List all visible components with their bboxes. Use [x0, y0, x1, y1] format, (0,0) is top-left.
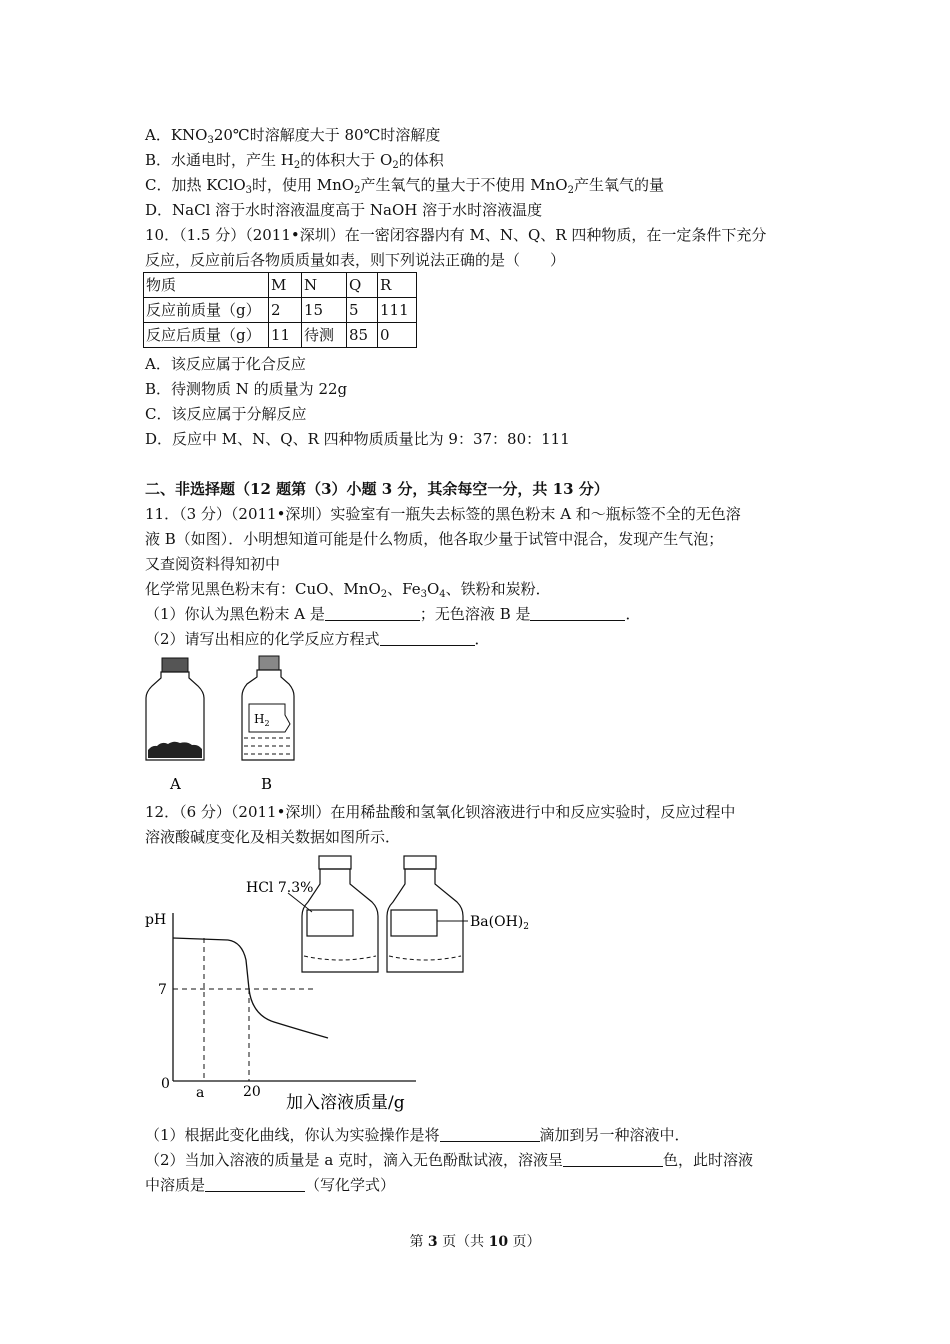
q11-stem-line4: 化学常见黑色粉末有：CuO、MnO$_2$、$Fe_3O_4$、铁粉和炭粉．: [145, 580, 551, 600]
page-footer: 第 3 页（共 10 页）: [409, 1234, 541, 1250]
x-tick-a: a: [196, 1085, 205, 1101]
table-header-cell: R: [378, 273, 417, 298]
x-axis-label: 加入溶液质量/g: [286, 1093, 405, 1113]
q10-option-b: B．待测物质 N 的质量为 22g: [145, 380, 348, 398]
answer-blank[interactable]: [563, 1151, 663, 1167]
q9-option-a: A．$KNO_320℃$时溶解度大于 80℃时溶解度: [145, 126, 441, 146]
table-header-cell: Q: [347, 273, 378, 298]
q11-stem-line2: 液 B（如图）．小明想知道可能是什么物质，他各取少量于试管中混合，发现产生气泡；: [145, 530, 724, 548]
table-cell: 11: [269, 323, 302, 348]
q12-ph-figure: [140, 850, 560, 1115]
q10-stem-line1: 10．（1.5 分）（2011•深圳）在一密闭容器内有 M、N、Q、R 四种物质，在一定条件下充分: [145, 226, 767, 244]
q12-subquestion-1: （1）根据此变化曲线，你认为实验操作是将 滴加到另一种溶液中．: [145, 1126, 690, 1144]
q12-subquestion-2: （2）当加入溶液的质量是 a 克时，滴入无色酚酞试液，溶液呈 色，此时溶液: [145, 1151, 754, 1169]
answer-blank[interactable]: [530, 605, 625, 621]
answer-blank[interactable]: [440, 1126, 540, 1142]
answer-blank[interactable]: [325, 605, 420, 621]
q10-mass-table: [143, 272, 417, 348]
q12-subquestion-2-cont: 中溶质是 （写化学式）: [145, 1176, 396, 1194]
bottle-b: [242, 656, 294, 760]
table-cell: 待测: [302, 323, 347, 348]
table-cell: 0: [378, 323, 417, 348]
table-header-row: [144, 273, 417, 298]
q10-option-c: C．该反应属于分解反应: [145, 405, 307, 423]
table-header-cell: N: [302, 273, 347, 298]
q11-bottles-figure: [140, 652, 310, 797]
q10-stem-line2: 反应，反应前后各物质质量如表，则下列说法正确的是（ ）: [145, 251, 566, 269]
baoh2-bottle: [387, 856, 468, 972]
bottle-a: [146, 658, 204, 760]
table-cell: 111: [378, 298, 417, 323]
q9-option-d: D．NaCl 溶于水时溶液温度高于 NaOH 溶于水时溶液温度: [145, 201, 543, 219]
hcl-label: HCl 7.3%: [246, 880, 314, 896]
bottle-b-caption: B: [261, 775, 273, 793]
table-cell: 5: [347, 298, 378, 323]
hcl-bottle: [288, 856, 378, 972]
q12-stem-line2: 溶液酸碱度变化及相关数据如图所示．: [145, 828, 401, 846]
y-axis-label: pH: [145, 912, 167, 928]
bottle-b-label: $H_2$: [254, 712, 270, 728]
ph-curve: [173, 938, 328, 1038]
table-header-cell: 物质: [144, 273, 269, 298]
q9-option-b: B．水通电时，产生 $H_2$的体积大于 $O_2$的体积: [145, 151, 444, 171]
q10-option-a: A．该反应属于化合反应: [145, 355, 306, 373]
table-header-cell: M: [269, 273, 302, 298]
table-cell: 反应后质量（g）: [144, 323, 269, 348]
q12-stem-line1: 12．（6 分）（2011•深圳）在用稀盐酸和氢氧化钡溶液进行中和反应实验时，反应过程中: [145, 803, 736, 821]
q11-stem-line3: 又查阅资料得知初中: [145, 555, 281, 573]
q10-option-d: D．反应中 M、N、Q、R 四种物质质量比为 9：37：80：111: [145, 430, 570, 448]
table-cell: 15: [302, 298, 347, 323]
q11-subquestion-1: （1）你认为黑色粉末 A 是 ；无色溶液 B 是 ．: [145, 605, 641, 623]
table-row: [144, 323, 417, 348]
table-cell: 反应前质量（g）: [144, 298, 269, 323]
y-tick-7: 7: [158, 982, 167, 998]
bottle-a-caption: A: [170, 775, 181, 793]
table-cell: 85: [347, 323, 378, 348]
section-title: 二、非选择题（12 题第（3）小题 3 分，其余每空一分，共 13 分）: [145, 480, 609, 498]
x-tick-20: 20: [243, 1084, 261, 1100]
q11-stem-line1: 11．（3 分）（2011•深圳）实验室有一瓶失去标签的黑色粉末 A 和～瓶标签不全的无色溶: [145, 505, 741, 523]
q9-option-c: C．加热 KClO$_3$时，使用 MnO$_2$产生氧气的量大于不使用 MnO$_2$产生氧气的量: [145, 176, 664, 196]
table-cell: 2: [269, 298, 302, 323]
baoh2-label: $Ba(OH)_2$: [470, 914, 529, 932]
answer-blank[interactable]: [380, 630, 475, 646]
table-row: [144, 298, 417, 323]
q11-subquestion-2: （2）请写出相应的化学反应方程式 ．: [145, 630, 490, 648]
origin-label: 0: [161, 1076, 170, 1092]
answer-blank[interactable]: [205, 1176, 305, 1192]
